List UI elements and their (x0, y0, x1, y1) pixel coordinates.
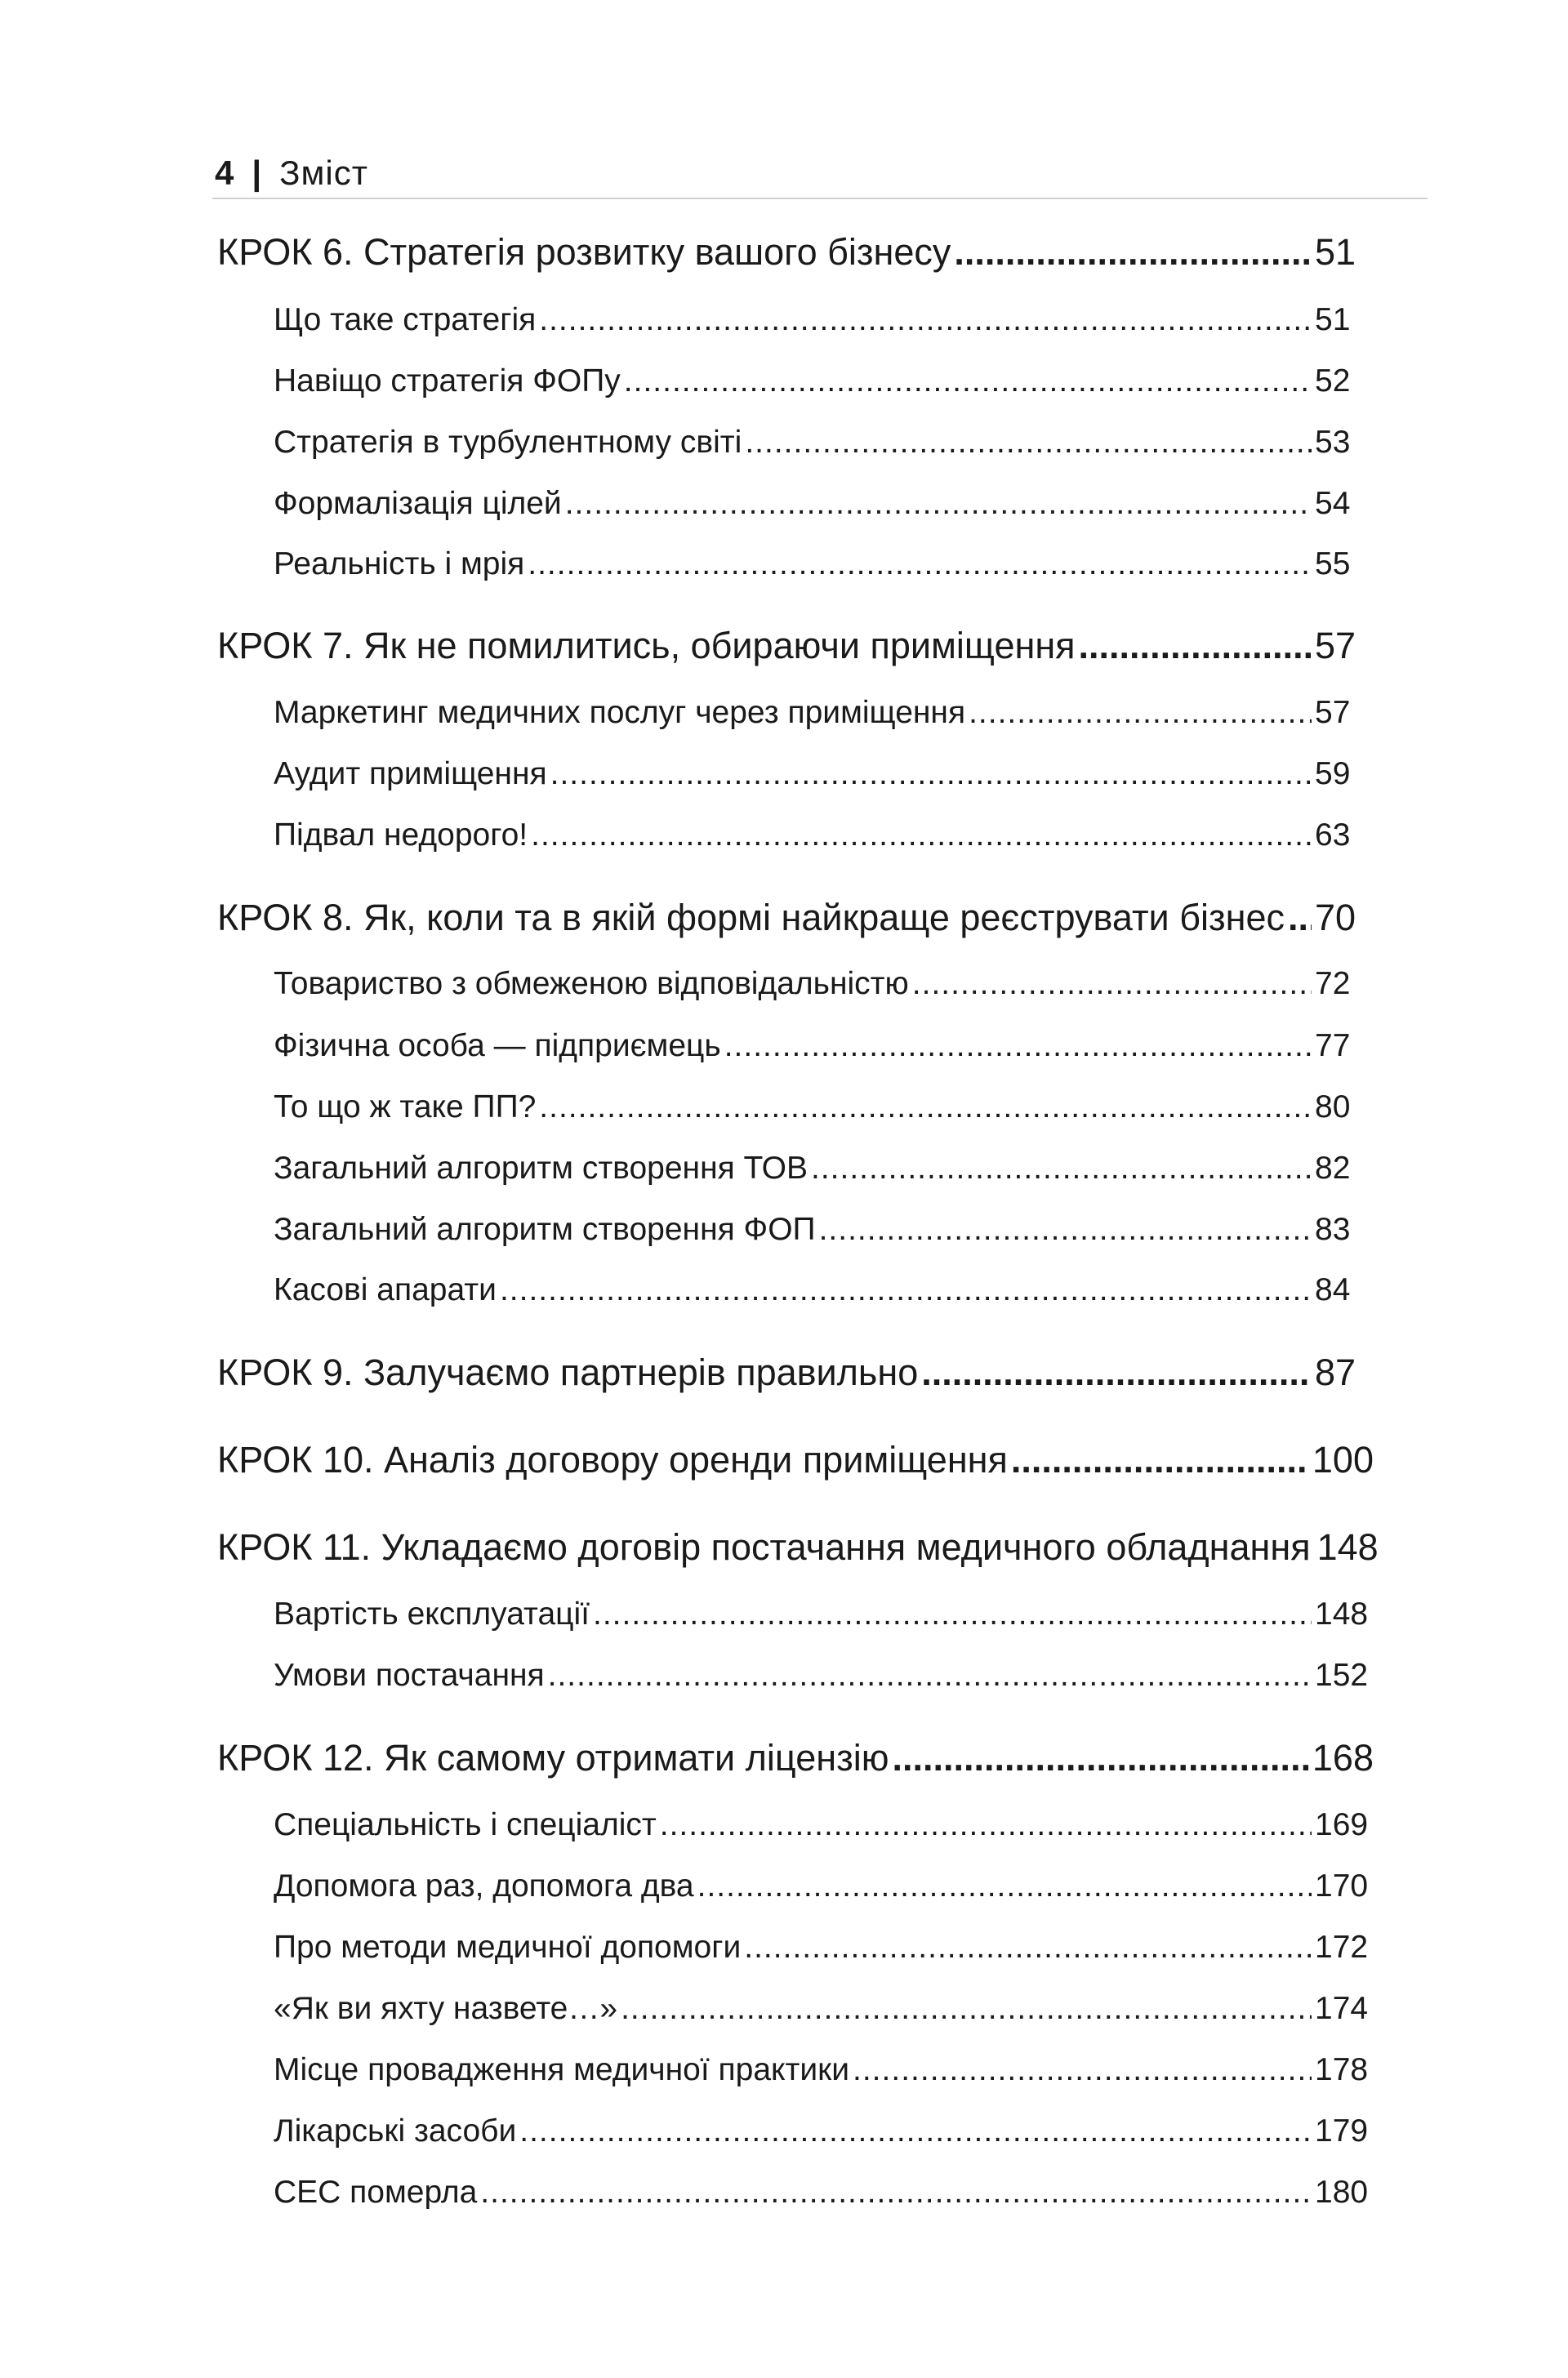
toc-entry-title: Касові апарати (274, 1272, 497, 1307)
dot-leader (519, 2113, 1312, 2149)
toc-entry-title: Загальний алгоритм створення ТОВ (274, 1151, 808, 1186)
toc-page-number: 83 (1315, 1212, 1351, 1247)
toc-page-number: 84 (1315, 1272, 1351, 1307)
dot-leader (744, 1930, 1312, 1966)
running-title: Зміст (279, 154, 368, 192)
toc-section-entry (274, 966, 1374, 1002)
dot-leader (1079, 625, 1312, 667)
toc-entry-title: КРОК 10. Аналіз договору оренди приміщення (217, 1439, 1008, 1481)
toc-entry-title: КРОК 9. Залучаємо партнерів правильно (217, 1352, 919, 1393)
dot-leader (624, 363, 1312, 399)
dot-leader (593, 1596, 1312, 1632)
toc-page-number: 55 (1315, 546, 1351, 581)
toc-page-number: 180 (1315, 2175, 1369, 2210)
toc-page-number: 170 (1315, 1868, 1369, 1904)
toc-entry-title: Загальний алгоритм створення ФОП (274, 1212, 816, 1247)
dot-leader (621, 1991, 1312, 2027)
toc-section-entry (274, 1658, 1374, 1694)
toc-page-number: 51 (1315, 302, 1351, 337)
dot-leader (539, 1089, 1312, 1125)
dot-leader (550, 756, 1312, 792)
toc-page-number: 169 (1315, 1807, 1369, 1842)
toc-page-number: 54 (1315, 486, 1351, 521)
toc-entry-title: То що ж таке ПП? (274, 1089, 537, 1124)
dot-leader (480, 2175, 1312, 2211)
toc-section-entry (274, 1807, 1374, 1843)
toc-page-number: 100 (1312, 1439, 1374, 1481)
toc-entry-title: Маркетинг медичних послуг через приміщення (274, 695, 966, 730)
toc-section-entry (274, 486, 1374, 522)
toc-chapter-entry (217, 1526, 1379, 1569)
toc-page-number: 87 (1315, 1352, 1356, 1393)
dot-leader (1288, 897, 1312, 939)
toc-chapter-entry (217, 897, 1374, 939)
toc-entry-title: Навіщо стратегія ФОПу (274, 363, 621, 399)
toc-chapter-entry (217, 1352, 1374, 1394)
toc-page-number: 148 (1315, 1596, 1369, 1632)
dot-leader (921, 1352, 1312, 1394)
dot-leader (912, 966, 1312, 1002)
toc-chapter-entry (217, 1737, 1374, 1779)
dot-leader (539, 302, 1312, 338)
toc-entry-title: СЕС померла (274, 2175, 478, 2210)
toc-section-entry (274, 1272, 1374, 1308)
toc-entry-title: КРОК 12. Як самому отримати ліцензію (217, 1737, 889, 1779)
toc-entry-title: КРОК 7. Як не помилитись, обираючи приміщення (217, 625, 1076, 666)
toc-entry-title: Товариство з обмеженою відповідальністю (274, 966, 909, 1001)
toc-section-entry (274, 1028, 1374, 1064)
dot-leader (697, 1868, 1312, 1904)
toc-section-entry (274, 302, 1374, 338)
toc-page-number: 57 (1315, 695, 1351, 730)
dot-leader (853, 2052, 1312, 2088)
toc-page-number: 179 (1315, 2113, 1369, 2149)
toc-section-entry (274, 2052, 1374, 2088)
page-number: 4 (215, 154, 234, 192)
toc-page-number: 172 (1315, 1930, 1369, 1965)
toc-chapter-entry (217, 231, 1374, 274)
toc-entry-title: Допомога раз, допомога два (274, 1868, 694, 1904)
toc-page-number: 63 (1315, 817, 1351, 853)
toc-entry-title: Реальність і мрія (274, 546, 525, 581)
toc-entry-title: Вартість експлуатації (274, 1596, 590, 1632)
toc-section-entry (274, 756, 1374, 792)
toc-entry-title: КРОК 8. Як, коли та в якій формі найкраще реєструвати бізнес (217, 897, 1285, 938)
header-separator: | (252, 154, 262, 192)
toc-section-entry (274, 695, 1374, 731)
toc-chapter-entry (217, 1439, 1374, 1481)
dot-leader (1011, 1439, 1309, 1481)
dot-leader (565, 486, 1312, 522)
toc-entry-title: КРОК 6. Стратегія розвитку вашого бізнесу (217, 231, 951, 273)
toc-page-number: 57 (1315, 625, 1356, 666)
toc-entry-title: Фізична особа — підприємець (274, 1028, 721, 1063)
toc-page-number: 174 (1315, 1991, 1369, 2026)
toc-entry-title: «Як ви яхту назвете…» (274, 1991, 618, 2026)
toc-section-entry (274, 1930, 1374, 1966)
toc-page-number: 77 (1315, 1028, 1351, 1063)
toc-chapter-entry (217, 625, 1374, 667)
toc-entry-title: Формалізація цілей (274, 486, 562, 521)
toc-section-entry (274, 1151, 1374, 1187)
dot-leader (548, 1658, 1312, 1694)
toc-section-entry (274, 425, 1374, 461)
dot-leader (528, 546, 1312, 582)
toc-section-entry (274, 1212, 1374, 1248)
toc-page-number: 168 (1312, 1737, 1374, 1779)
toc-page-number: 148 (1316, 1526, 1379, 1568)
dot-leader (969, 695, 1312, 731)
dot-leader (811, 1151, 1312, 1187)
dot-leader (660, 1807, 1312, 1843)
toc-page-number: 72 (1315, 966, 1351, 1001)
toc-section-entry (274, 817, 1374, 853)
toc-page-number: 59 (1315, 756, 1351, 791)
toc-page-number: 178 (1315, 2052, 1369, 2087)
toc-page-number: 53 (1315, 425, 1351, 460)
toc-page-number: 152 (1315, 1658, 1369, 1693)
toc-entry-title: Лікарські засоби (274, 2113, 517, 2149)
toc-entry-title: КРОК 11. Укладаємо договір постачання медичного обладнання (217, 1526, 1311, 1568)
toc-page-number: 82 (1315, 1151, 1351, 1186)
dot-leader (531, 817, 1312, 853)
toc-section-entry (274, 546, 1374, 582)
toc-section-entry (274, 363, 1374, 399)
toc-entry-title: Що таке стратегія (274, 302, 537, 337)
toc-section-entry (274, 2175, 1374, 2211)
toc-section-entry (274, 1991, 1374, 2027)
dot-leader (724, 1028, 1312, 1064)
toc-page-number: 52 (1315, 363, 1351, 399)
dot-leader (892, 1737, 1308, 1779)
dot-leader (745, 425, 1312, 461)
toc-section-entry (274, 1868, 1374, 1904)
toc-entry-title: Підвал недорого! (274, 817, 528, 853)
toc-entry-title: Аудит приміщення (274, 756, 547, 791)
dot-leader (819, 1212, 1312, 1248)
toc-entry-title: Умови постачання (274, 1658, 545, 1693)
toc-page-number: 51 (1315, 231, 1356, 273)
toc-page-number: 80 (1315, 1089, 1351, 1124)
toc-entry-title: Спеціальність і спеціаліст (274, 1807, 657, 1842)
toc-section-entry (274, 2113, 1374, 2149)
toc-entry-title: Місце провадження медичної практики (274, 2052, 850, 2087)
dot-leader (500, 1272, 1312, 1308)
toc-section-entry (274, 1089, 1374, 1125)
toc-section-entry (274, 1596, 1374, 1632)
toc-entry-title: Про методи медичної допомоги (274, 1930, 742, 1965)
dot-leader (954, 231, 1312, 274)
toc-page-number: 70 (1315, 897, 1356, 938)
toc-entry-title: Стратегія в турбулентному світі (274, 425, 742, 460)
